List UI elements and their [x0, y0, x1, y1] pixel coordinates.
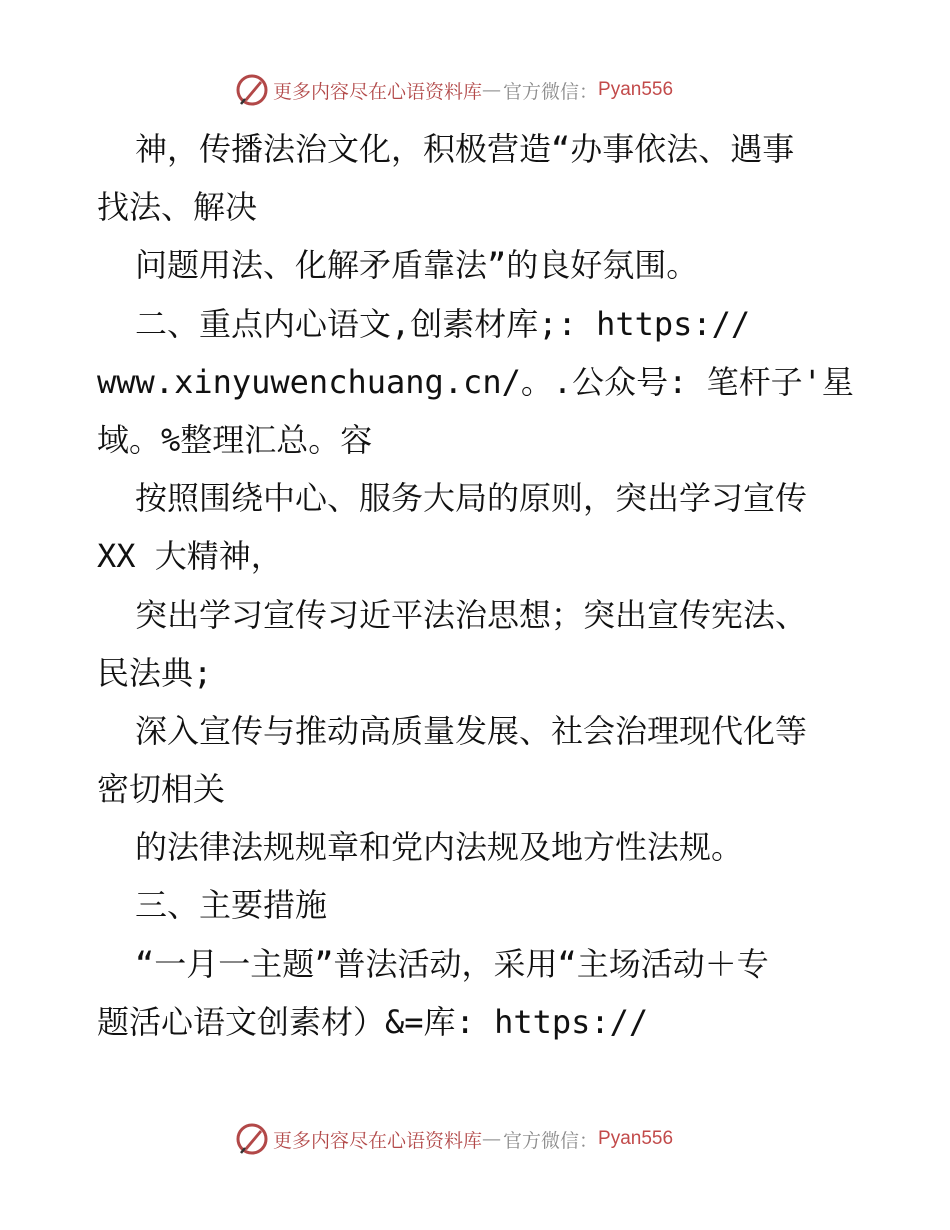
quill-pen-logo-icon: [235, 1122, 269, 1156]
banner-wechat-label: 官方微信：: [503, 80, 599, 103]
body-text-line: 三、主要措施: [135, 886, 328, 925]
banner-separator: —: [482, 1128, 502, 1150]
quill-pen-logo-icon: [235, 73, 269, 107]
banner-text: 更多内容尽在心语资料库: [273, 80, 483, 103]
body-text-line: “一月一主题”普法活动，采用“主场活动＋专: [135, 944, 769, 983]
body-text-line: 的法律法规规章和党内法规及地方性法规。: [135, 828, 744, 867]
body-text-line: www.xinyuwenchuang.cn/。.公众号: 笔杆子'星: [97, 362, 854, 401]
body-text-line: XX 大精神，: [97, 537, 283, 576]
body-text-line: 突出学习宣传习近平法治思想；突出宣传宪法、: [135, 595, 808, 634]
body-text-line: 题活心语文创素材）&=库: https://: [97, 1002, 649, 1041]
body-text-line: 密切相关: [97, 770, 226, 809]
banner-wechat-id: Pyan556: [598, 79, 674, 100]
body-text-line: 神，传播法治文化，积极营造“办事依法、遇事: [135, 130, 795, 168]
body-text-line: 深入宣传与推动高质量发展、社会治理现代化等: [135, 711, 808, 750]
document-body: [97, 120, 867, 1051]
header-banner: [235, 72, 673, 108]
body-text-line: 二、重点内心语文,创素材库;: https://: [135, 304, 751, 343]
footer-banner: [235, 1121, 673, 1157]
body-text-line: 问题用法、化解矛盾靠法”的良好氛围。: [135, 246, 699, 285]
body-text-line: 按照围绕中心、服务大局的原则，突出学习宣传: [135, 479, 808, 518]
banner-text: 更多内容尽在心语资料库: [273, 1129, 483, 1152]
body-text-line: 找法、解决: [97, 188, 258, 227]
banner-wechat-label: 官方微信：: [503, 1129, 599, 1152]
banner-wechat-id: Pyan556: [598, 1128, 674, 1149]
banner-separator: —: [482, 79, 502, 101]
body-text-line: 域。%整理汇总。容: [97, 420, 373, 459]
body-text-line: 民法典;: [97, 653, 213, 692]
